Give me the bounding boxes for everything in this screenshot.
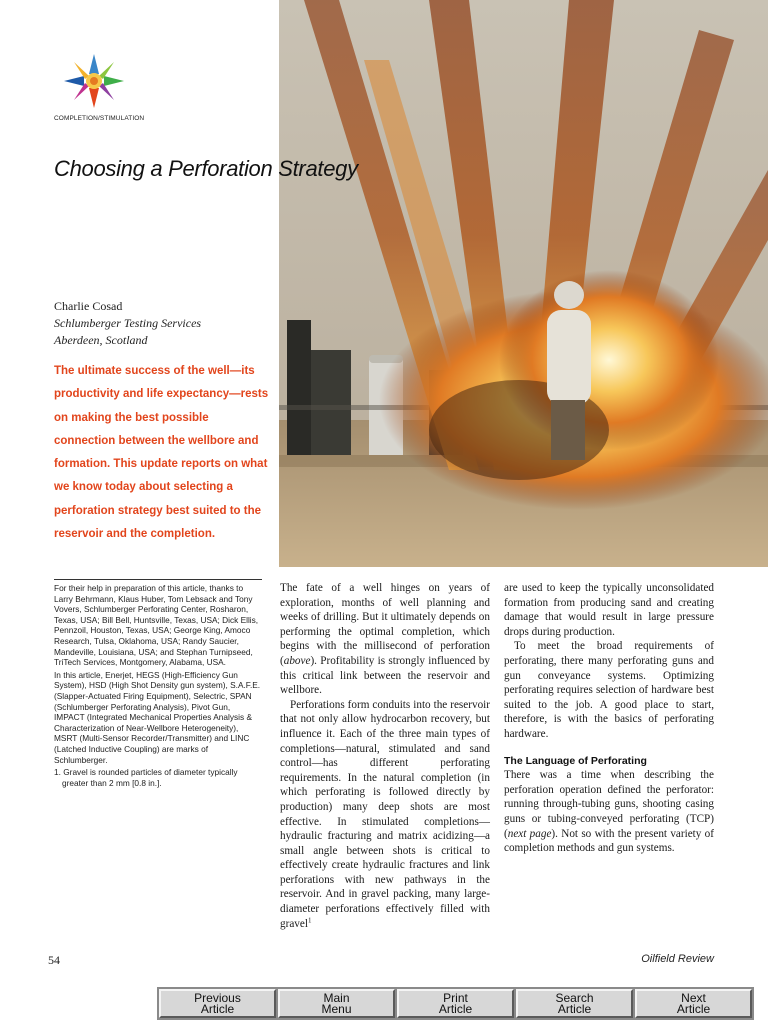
author-location: Aberdeen, Scotland xyxy=(54,333,148,347)
button-label-line-1: Print xyxy=(443,990,468,1005)
body-paragraph-2 xyxy=(280,698,490,932)
perforation-explosion-photo xyxy=(279,0,768,567)
body-italic: above xyxy=(283,654,311,667)
button-label-line-1: Main xyxy=(323,990,350,1005)
acknowledgment-note: For their help in preparation of this article, thanks to Larry Behrmann, Klaus Huber, Tom Lebsack and Tony Vovers, Schlumberger Perforating Center, Rosharon, Texas, USA; Bill Bell, Huntsville, Texas, USA; Dick Ellis, Pennzoil, Houston, Texas, USA; George King, Amoco Research, Tulsa, Oklahoma, USA; Randy Saucier, Mandeville, Louisiana, USA; and Stephan Turnipseed, TriTech Services, Montgomery, Alabama, USA. xyxy=(54,583,259,668)
body-italic: next page xyxy=(507,827,552,840)
body-paragraph-1 xyxy=(280,581,490,698)
body-text: ). Profitability is strongly influenced by this critical link between the reservoir and wellbore. xyxy=(280,654,490,697)
body-paragraph-4: To meet the broad requirements of perforating, there many perforating guns and gun conveyance systems. Optimizing perforating requires selection of hardware best suited to the job. A good place to start, therefore, is with the basics of perforating hardware. xyxy=(504,640,714,740)
button-label-line-2: Article xyxy=(676,1001,711,1016)
navigation-bar xyxy=(157,987,754,1020)
body-column-1 xyxy=(280,581,490,931)
article-title: Choosing a Perforation Strategy xyxy=(54,156,358,181)
section-heading: The Language of Perforating xyxy=(504,754,647,767)
compass-star-logo-icon xyxy=(62,52,126,110)
button-label-line-2: Article xyxy=(200,1001,235,1016)
footnote-1: 1. Gravel is rounded particles of diameter typically greater than 2 mm [0.8 in.]. xyxy=(54,767,238,788)
author-name: Charlie Cosad xyxy=(54,299,123,313)
print-article-button[interactable] xyxy=(397,989,514,1018)
section-label: COMPLETION/STIMULATION xyxy=(54,115,145,122)
journal-name: Oilfield Review xyxy=(641,953,714,965)
search-article-button[interactable] xyxy=(516,989,633,1018)
body-text: There was a time when describing the perforation operation defined the perforator: running through-tubing guns, shooting casing guns or tubing-conveyed perforating (TCP) ( xyxy=(504,769,714,840)
body-paragraph-3: are used to keep the typically unconsolidated formation from producing sand and creating damage that would result in large pressure drops during production. xyxy=(504,582,714,638)
body-paragraph-5 xyxy=(504,768,714,856)
body-text: Perforations form conduits into the reservoir that not only allow hydrocarbon recovery, but influence it. Each of the three main types of completions—natural, stimulated and sand control—has different perforating requirements. In the natural completion (in which perforating is followed directly by production) many deep shots are most effective. In stimulated completions—hydraulic fracturing and matrix acidizing—a small angle between shots is critical to effectively create hydraulic fractures and link perforations with new pathways in the reservoir. And in gravel packing, many large-diameter perforations effectively filled with gravel xyxy=(280,698,490,930)
button-label-line-1: Search xyxy=(555,990,594,1005)
button-label-line-1: Next xyxy=(681,990,706,1005)
author-company: Schlumberger Testing Services xyxy=(54,316,202,330)
button-label-line-2: Menu xyxy=(321,1001,352,1016)
previous-article-button[interactable] xyxy=(159,989,276,1018)
trademark-note: In this article, Enerjet, HEGS (High-Efficiency Gun System), HSD (High Shot Density gun system), S.A.F.E. (Slapper-Actuated Firing Equipment), Selectric, SPAN (Schlumberger Perforating Analysis), Pivot Gun, IMPACT (Integrated Mechanical Properties Analysis & Characterization of Near-Wellbore Heterogeneity), MSRT (Multi-Sensor Recorder/Transmitter) and LINC (Latched Inductive Coupling) are marks of Schlumberger. xyxy=(54,669,261,765)
lead-abstract: The ultimate success of the well—its productivity and life expectancy—rests on making the best possible connection between the wellbore and formation. This update reports on what we know today about selecting a perforation strategy best suited to the reservoir and the completion. xyxy=(54,365,269,541)
button-label-line-2: Article xyxy=(557,1001,592,1016)
footnotes-column xyxy=(54,579,262,790)
page-number: 54 xyxy=(48,953,60,967)
next-article-button[interactable] xyxy=(635,989,752,1018)
button-label-line-1: Previous xyxy=(194,990,241,1005)
main-menu-button[interactable] xyxy=(278,989,395,1018)
body-text: The fate of a well hinges on years of exploration, months of well planning and weeks of drilling. But it ultimately depends on performing the optimal completion, which begins with the millisecond of perforation ( xyxy=(280,582,490,667)
body-text: ). Not so with the present variety of completion methods and gun systems. xyxy=(504,827,714,855)
footnote-ref: 1 xyxy=(307,915,312,924)
body-column-2 xyxy=(504,581,714,856)
button-label-line-2: Article xyxy=(438,1001,473,1016)
author-block xyxy=(54,298,274,349)
